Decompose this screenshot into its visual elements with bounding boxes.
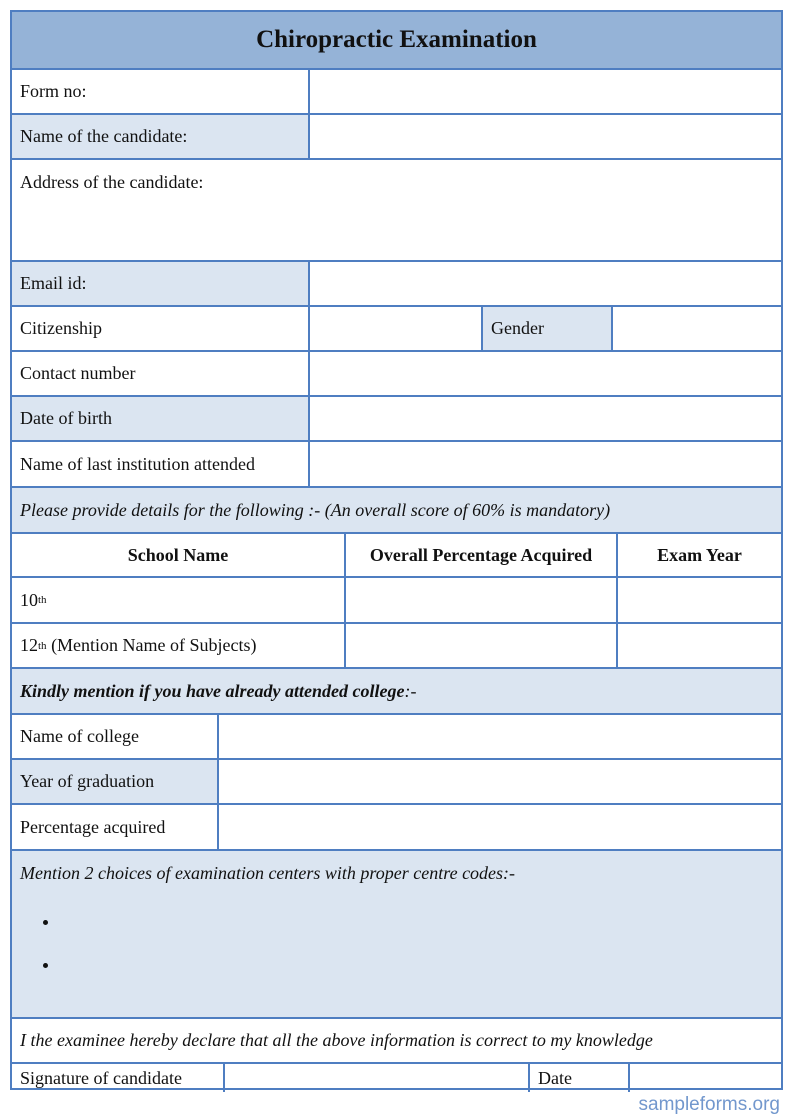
table-header-row (12, 532, 781, 576)
citizenship-label: Citizenship (20, 318, 102, 338)
college-name-label: Name of college (20, 726, 139, 746)
class-10-percentage-field[interactable] (344, 578, 616, 622)
table-row (12, 622, 781, 667)
contact-row (12, 350, 781, 395)
graduation-year-label: Year of graduation (12, 760, 217, 803)
institution-label: Name of last institution attended (20, 453, 255, 474)
class-12-year-field[interactable] (616, 624, 781, 667)
name-row (12, 113, 781, 158)
citizenship-field[interactable] (308, 307, 481, 350)
class-10-year-field[interactable] (616, 578, 781, 622)
watermark: sampleforms.org (638, 1094, 780, 1115)
centers-note: Mention 2 choices of examination centers with proper centre codes:- (20, 863, 516, 883)
college-name-row (12, 713, 781, 758)
contact-label: Contact number (20, 363, 136, 383)
college-note: Kindly mention if you have already attended college :- (12, 669, 781, 713)
address-row (12, 158, 781, 260)
citizenship-row (12, 305, 781, 350)
graduation-year-row (12, 758, 781, 803)
declaration-row (12, 1017, 781, 1062)
details-note-row (12, 486, 781, 532)
college-percentage-field[interactable] (217, 805, 781, 849)
class-12-percentage-field[interactable] (344, 624, 616, 667)
chiropractic-exam-form (10, 10, 783, 1090)
details-note: Please provide details for the following :- (An overall score of 60% is mandatory) (12, 488, 781, 532)
header-school-name: School Name (127, 544, 229, 565)
address-label: Address of the candidate: (20, 172, 204, 192)
dob-field[interactable] (308, 397, 781, 440)
gender-field[interactable] (611, 307, 781, 350)
email-field[interactable] (308, 262, 781, 305)
college-name-field[interactable] (217, 715, 781, 758)
email-row (12, 260, 781, 305)
signature-field[interactable] (223, 1064, 528, 1092)
gender-label: Gender (481, 307, 611, 350)
email-label: Email id: (12, 262, 308, 305)
date-field[interactable] (628, 1064, 781, 1092)
centers-section (12, 849, 781, 1017)
signature-row (12, 1062, 781, 1092)
signature-label: Signature of candidate (20, 1067, 182, 1088)
centers-list (48, 911, 60, 997)
contact-field[interactable] (308, 352, 781, 395)
graduation-year-field[interactable] (217, 760, 781, 803)
college-percentage-row (12, 803, 781, 849)
form-title: Chiropractic Examination (12, 12, 781, 68)
institution-row (12, 440, 781, 486)
address-field[interactable] (12, 160, 781, 260)
class-10-label: 10 th (20, 589, 47, 610)
dob-label: Date of birth (12, 397, 308, 440)
header-exam-year: Exam Year (616, 534, 781, 576)
declaration-text: I the examinee hereby declare that all the above information is correct to my knowledge (20, 1030, 653, 1050)
form-no-field[interactable] (308, 70, 781, 113)
form-no-label: Form no: (20, 81, 87, 101)
college-note-row (12, 667, 781, 713)
header-percentage: Overall Percentage Acquired (344, 534, 616, 576)
table-row (12, 576, 781, 622)
dob-row (12, 395, 781, 440)
date-label: Date (528, 1064, 628, 1092)
institution-field[interactable] (308, 442, 781, 486)
form-no-row (12, 68, 781, 113)
name-label: Name of the candidate: (12, 115, 308, 158)
name-field[interactable] (308, 115, 781, 158)
college-percentage-label: Percentage acquired (20, 816, 166, 837)
class-12-label: 12 th (Mention Name of Subjects) (20, 635, 257, 655)
